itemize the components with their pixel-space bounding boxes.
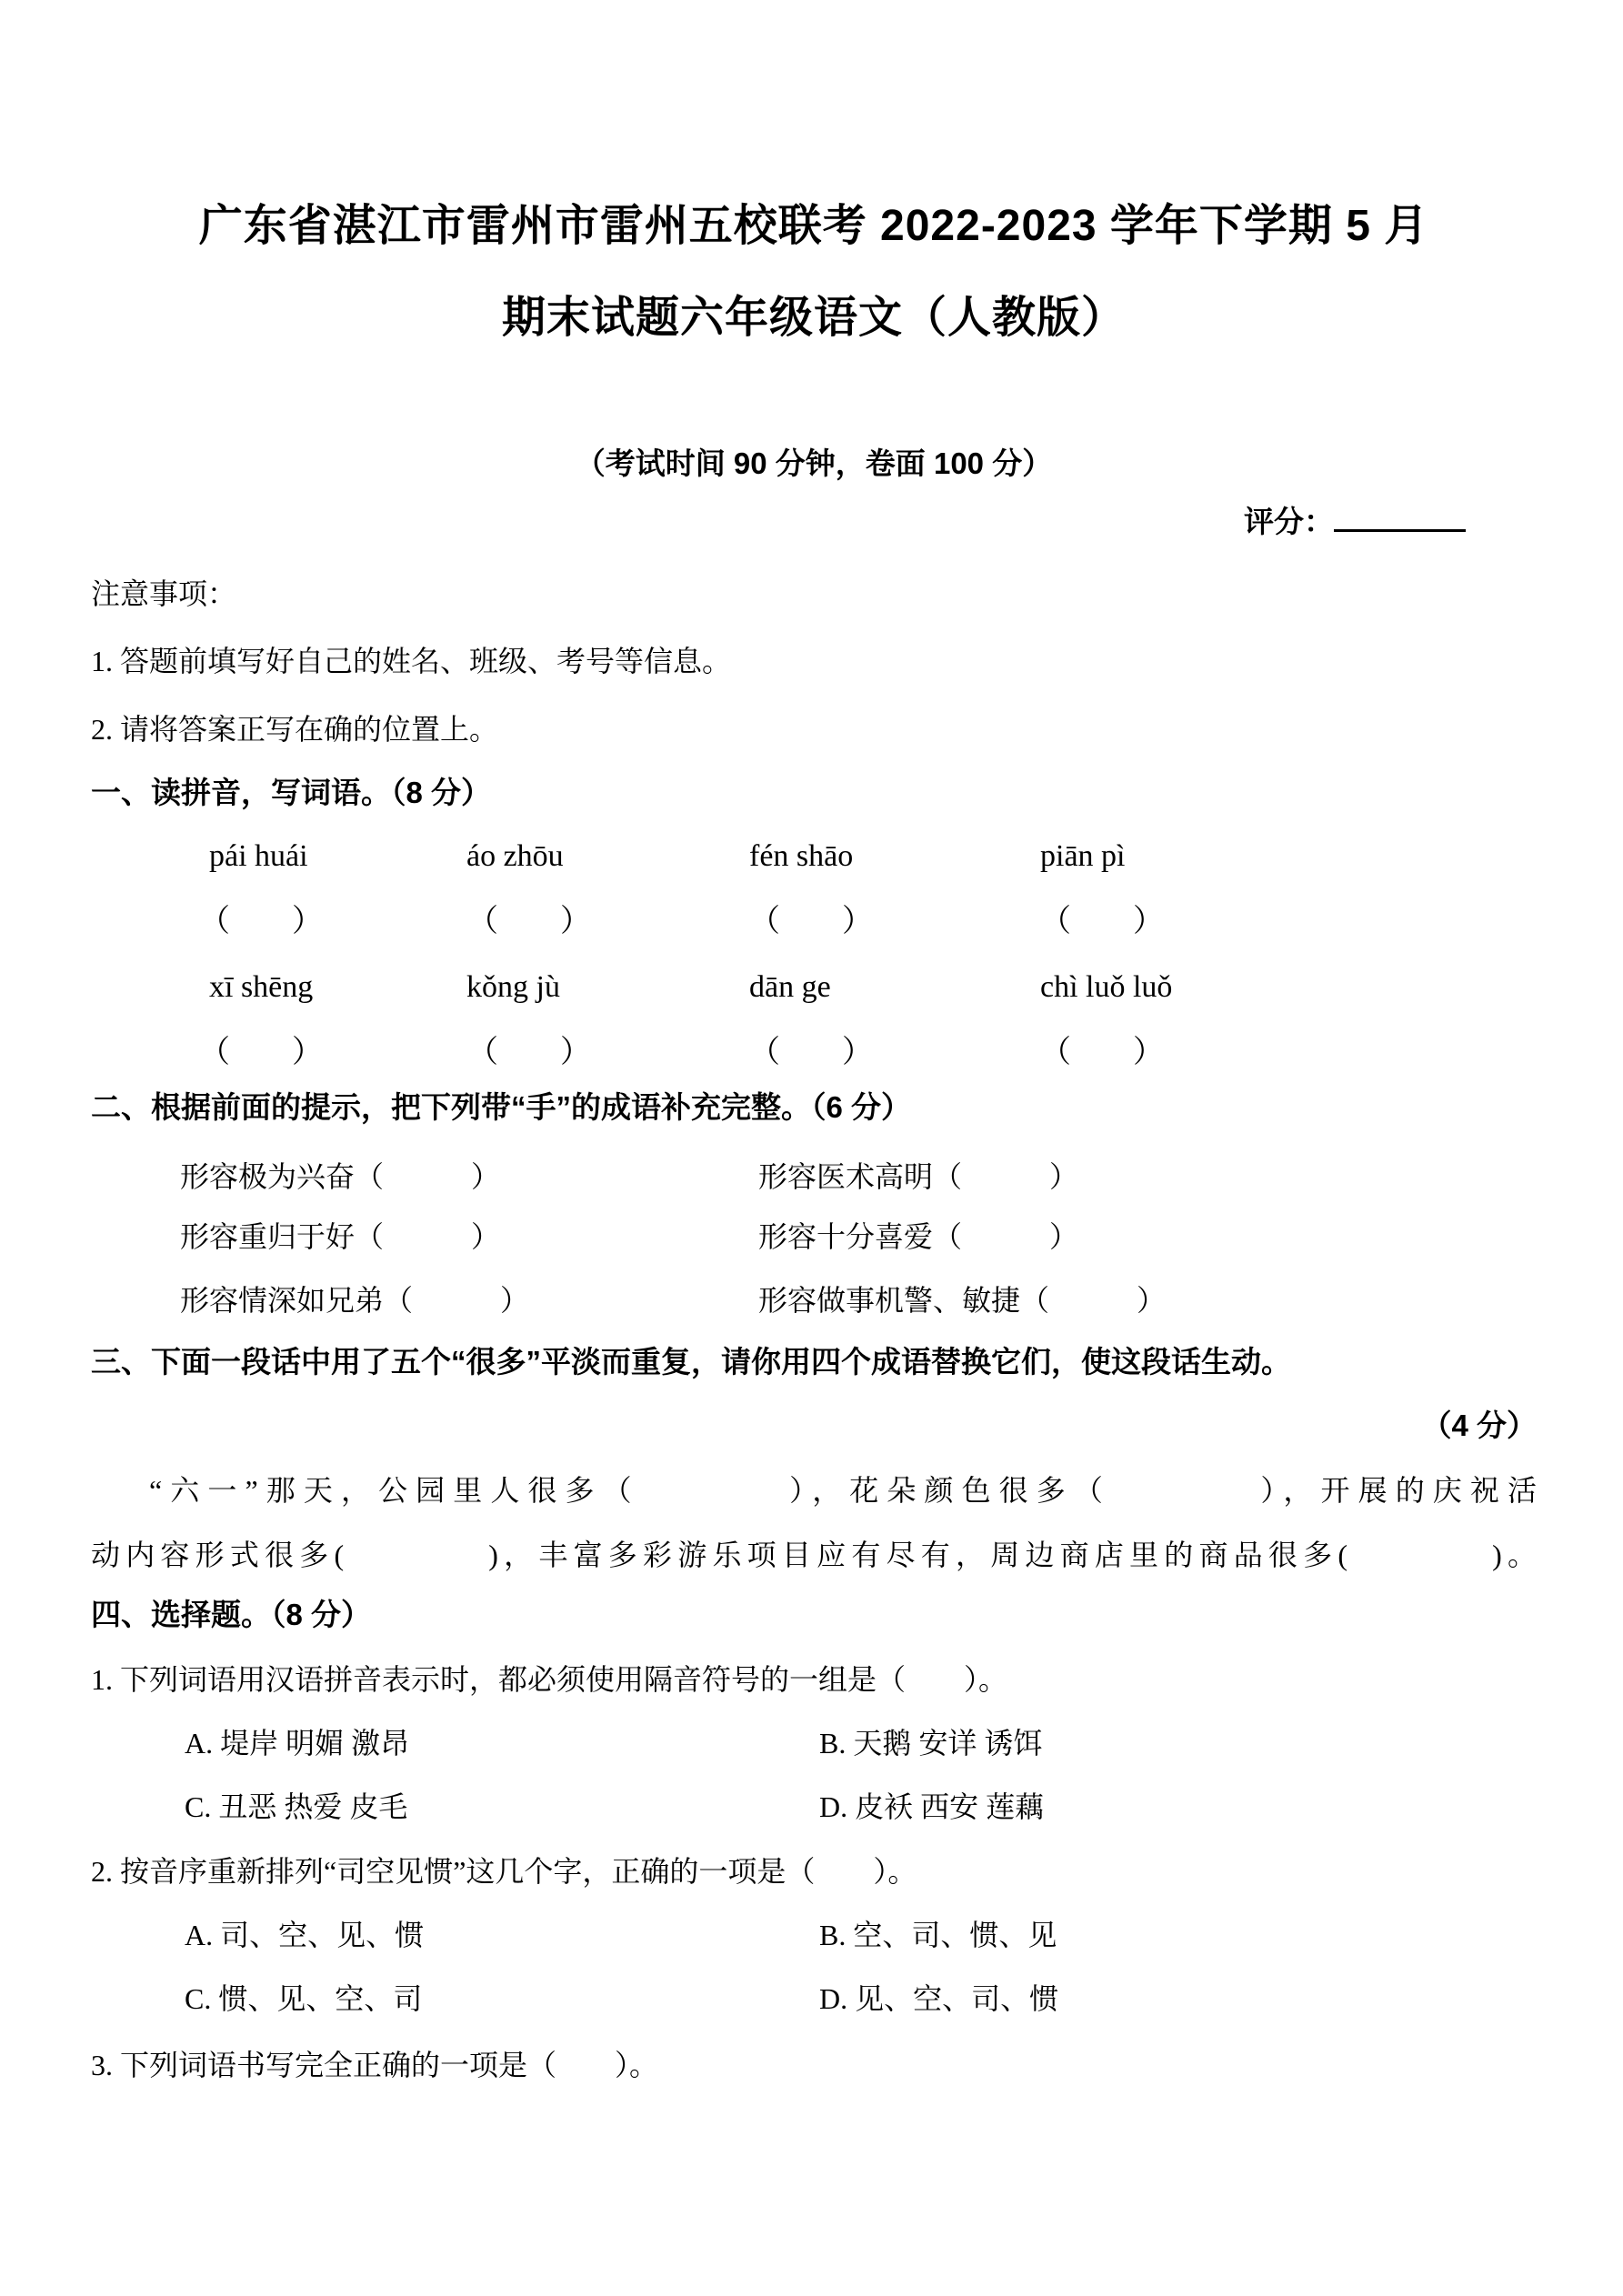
answer-blank: （ ） (199, 1036, 323, 1069)
note-item: 2. 请将答案正写在确的位置上。 (91, 713, 499, 746)
pinyin-word: dān ge (749, 970, 831, 1004)
pinyin-word: piān pì (1040, 839, 1126, 873)
score-label: 评分： (1244, 505, 1334, 538)
option-item: A. 司、空、见、惯 (185, 1919, 425, 1951)
notes-heading: 注意事项： (91, 577, 237, 610)
section-three-heading: 三、下面一段话中用了五个“很多”平淡而重复，请你用四个成语替换它们，使这段话生动。 (91, 1345, 1291, 1379)
question-text: 3. 下列词语书写完全正确的一项是（ ）。 (91, 2049, 659, 2081)
answer-blank: （ ） (467, 1036, 591, 1069)
doc-title (91, 0, 1537, 364)
idiom-clue-row (91, 1216, 1537, 1258)
pinyin-word: xī shēng (209, 970, 314, 1004)
pinyin-word: fén shāo (749, 839, 854, 873)
idiom-clue: 形容医术高明（ ） (758, 1160, 1079, 1193)
score-row (91, 502, 1537, 542)
idiom-clue-row (91, 1279, 1537, 1321)
option-item: D. 见、空、司、惯 (819, 1982, 1059, 2015)
answer-blank: （ ） (749, 905, 873, 938)
idiom-clue-row (91, 1156, 1537, 1198)
paragraph-line: “六一”那天，公园里人很多（ ），花朵颜色很多（ ），开展的庆祝活 (149, 1474, 1537, 1507)
answer-blank: （ ） (467, 905, 591, 938)
answer-blank-row (91, 901, 1537, 943)
option-row (91, 1722, 1537, 1764)
doc-title-line-2: 期末试题六年级语文（人教版） (501, 294, 1126, 342)
idiom-clue: 形容十分喜爱（ ） (758, 1220, 1079, 1253)
answer-blank: （ ） (749, 1036, 873, 1069)
option-row (91, 1914, 1537, 1956)
question-text: 2. 按音序重新排列“司空见惯”这几个字，正确的一项是（ ）。 (91, 1855, 917, 1888)
section-two-heading: 二、根据前面的提示，把下列带“手”的成语补充完整。（6 分） (91, 1090, 912, 1124)
section-one-heading: 一、读拼音，写词语。（8 分） (91, 776, 492, 809)
pinyin-word: pái huái (209, 839, 308, 873)
note-item: 1. 答题前填写好自己的姓名、班级、考号等信息。 (91, 645, 732, 677)
exam-info: （考试时间 90 分钟，卷面 100 分） (575, 446, 1053, 480)
option-row (91, 1978, 1537, 2020)
answer-blank: （ ） (199, 905, 323, 938)
question-text: 1. 下列词语用汉语拼音表示时，都必须使用隔音符号的一组是（ ）。 (91, 1663, 1008, 1696)
doc-title-line-1: 广东省湛江市雷州市雷州五校联考 2022-2023 学年下学期 5 月 (198, 202, 1429, 250)
pinyin-row (91, 967, 1537, 1008)
option-item: D. 皮袄 西安 莲藕 (819, 1790, 1045, 1823)
option-item: C. 丑恶 热爱 皮毛 (185, 1790, 408, 1823)
pinyin-word: kǒng jù (466, 970, 560, 1004)
idiom-clue: 形容做事机警、敏捷（ ） (758, 1284, 1167, 1317)
idiom-clue: 形容重归于好（ ） (180, 1220, 501, 1253)
pinyin-row (91, 836, 1537, 877)
answer-blank-row (91, 1032, 1537, 1074)
idiom-clue: 形容情深如兄弟（ ） (180, 1284, 530, 1317)
pinyin-word: chì luǒ luǒ (1040, 970, 1173, 1004)
pinyin-word: áo zhōu (466, 839, 564, 873)
answer-blank: （ ） (1040, 905, 1164, 938)
option-item: B. 天鹅 安详 诱饵 (819, 1727, 1043, 1760)
option-item: B. 空、司、惯、见 (819, 1919, 1057, 1951)
points-label: （4 分） (1421, 1409, 1537, 1442)
answer-blank: （ ） (1040, 1036, 1164, 1069)
score-blank-line (1334, 502, 1466, 532)
paragraph-line: 动内容形式很多( )，丰富多彩游乐项目应有尽有，周边商店里的商品很多( )。 (91, 1539, 1537, 1571)
idiom-clue: 形容极为兴奋（ ） (180, 1160, 501, 1193)
option-item: C. 惯、见、空、司 (185, 1982, 423, 2015)
option-row (91, 1786, 1537, 1828)
section-four-heading: 四、选择题。（8 分） (91, 1598, 372, 1631)
option-item: A. 堤岸 明媚 激昂 (185, 1727, 410, 1760)
